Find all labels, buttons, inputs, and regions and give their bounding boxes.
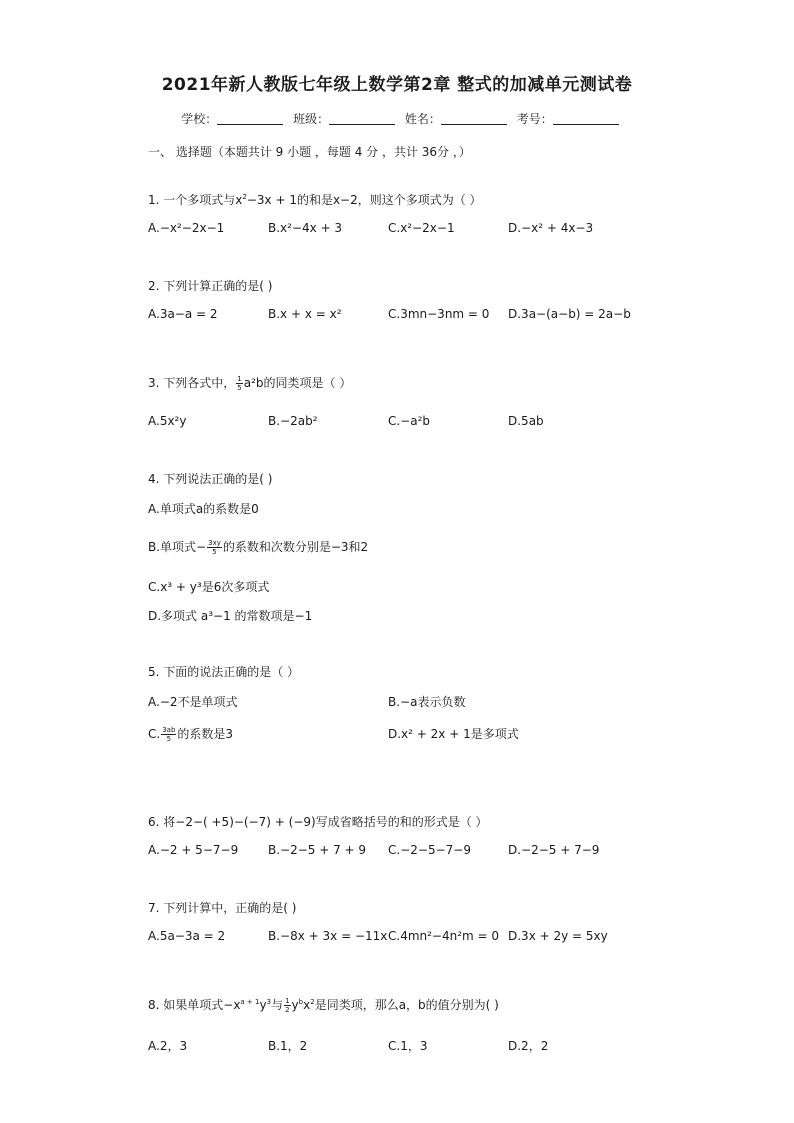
q4-option-c: C.x³ + y³是6次多项式 [148,580,270,594]
q2-option-a: A.3a−a = 2 [148,307,218,321]
q2-option-b: B.x + x = x² [268,307,342,321]
question-7-options [148,929,628,947]
question-2: 2. 下列计算正确的是( ) [148,279,273,293]
q2-option-c: C.3mn−3nm = 0 [388,307,490,321]
q5-option-c: C. $\frac{3ab}{5}$ 的系数是3 [148,726,234,743]
q7-option-a: A.5a−3a = 2 [148,929,226,943]
school-label: 学校： [181,112,218,126]
section-heading: 一、 选择题（本题共计 9 小题 ，每题 4 分 ，共计 36分 ，） [148,145,471,159]
q1-option-a: A.−x²−2x−1 [148,221,225,235]
q6-option-d: D.−2−5 + 7−9 [508,843,600,857]
question-2-options [148,307,631,325]
q8-option-d: D.2，2 [508,1039,549,1053]
question-8: 8. 如果单项式$-x^{a + 1}y^3$与 $\frac{1}{2}$ $y^bx^2$是同类项，那么a，b的值分别为( ) [148,997,499,1014]
q5-option-a: A.−2不是单项式 [148,695,238,709]
exam-no-label: 考号： [516,112,553,126]
page-title: 2021年新人教版七年级上数学第2章 整式的加减单元测试卷 [161,75,633,95]
q6-option-c: C.−2−5−7−9 [388,843,471,857]
q4-option-d: D.多项式 a³−1 的常数项是−1 [148,609,313,623]
q3-option-d: D.5ab [508,414,544,428]
q5-option-b: B.−a表示负数 [388,695,466,709]
school-blank [217,112,283,125]
q7-option-c: C.4mn²−4n²m = 0 [388,929,500,943]
q7-option-b: B.−8x + 3x = −11x [268,929,388,943]
q8-option-b: B.1，2 [268,1039,308,1053]
q6-option-b: B.−2−5 + 7 + 9 [268,843,367,857]
q8-option-c: C.1，3 [388,1039,428,1053]
q1-option-d: D.−x² + 4x−3 [508,221,594,235]
question-1: 1. 一个多项式与$x^2-3x + 1$的和是x−2，则这个多项式为（ ） [148,193,482,207]
question-4: 4. 下列说法正确的是( ) [148,472,273,486]
q2-option-d: D.3a−(a−b) = 2a−b [508,307,631,321]
class-label: 班级： [293,112,330,126]
exam-no-blank [553,112,619,125]
q1-option-b: B.x²−4x + 3 [268,221,343,235]
question-6: 6. 将−2−( +5)−(−7) + (−9)写成省略括号的和的形式是（ ） [148,815,488,829]
question-8-options [148,1037,628,1055]
name-label: 姓名： [404,112,441,126]
q3-option-a: A.5x²y [148,414,187,428]
student-info-line [0,110,794,127]
question-3-options [148,414,628,432]
name-blank [441,112,507,125]
question-3: 3. 下列各式中， $\frac{1}{5}$ a²b的同类项是（ ） [148,375,352,392]
q4-option-b: B.单项式− $\frac{3xy}{5}$ 的系数和次数分别是−3和2 [148,539,369,556]
q3-option-b: B.−2ab² [268,414,318,428]
q1-option-c: C.x²−2x−1 [388,221,455,235]
q3-option-c: C.−a²b [388,414,431,428]
q6-option-a: A.−2 + 5−7−9 [148,843,239,857]
class-blank [329,112,395,125]
question-6-options [148,843,628,861]
q5-option-d: D.x² + 2x + 1是多项式 [388,727,519,741]
q4-option-a: A.单项式a的系数是0 [148,502,259,516]
question-1-options [148,221,628,239]
q7-option-d: D.3x + 2y = 5xy [508,929,608,943]
question-7: 7. 下列计算中，正确的是( ) [148,901,297,915]
q8-option-a: A.2，3 [148,1039,188,1053]
question-5: 5. 下面的说法正确的是（ ） [148,665,300,679]
